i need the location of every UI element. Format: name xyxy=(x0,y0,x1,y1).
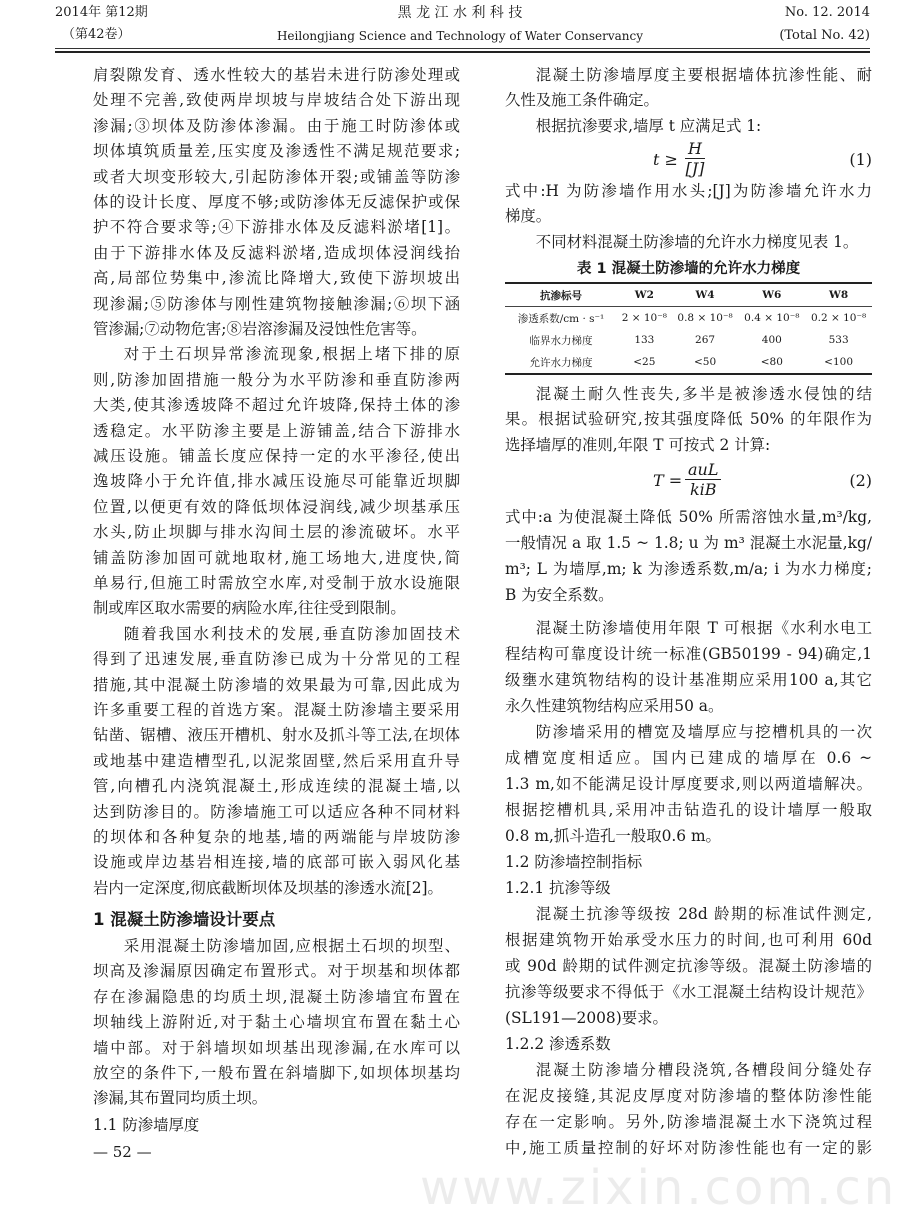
paragraph xyxy=(505,382,872,458)
subsection-heading xyxy=(505,1031,872,1057)
text-line: 放空的条件下,一般布置在斜墙脚下,如坝体坝基均 xyxy=(93,1063,460,1082)
text-line: 的坝体和各种复杂的地基,墙的两端能与岸坡防渗 xyxy=(93,827,460,846)
text-line: 抗渗等级要求不得低于《水工混凝土结构设计规范》 xyxy=(505,983,872,1001)
text-line: 现渗漏;⑤防渗体与刚性建筑物接触渗漏;⑥坝下涵 xyxy=(93,294,460,313)
table-cell: 临界水力梯度 xyxy=(529,334,593,347)
text-line: 存在渗漏隐患的均质土坝,混凝土防渗墙宜布置在 xyxy=(93,987,460,1006)
text-line: 中,施工质量控制的好坏对防渗性能也有一定的影 xyxy=(505,1139,872,1157)
text-line: 或地基中建造槽型孔,以泥浆固壁,然后采用直升导 xyxy=(93,751,460,770)
right-flow xyxy=(505,615,872,1161)
table-cell: 2 × 10⁻⁸ xyxy=(621,312,667,324)
text-line: 透稳定。水平防渗主要是上游铺盖,结合下游排水 xyxy=(93,421,460,440)
equation-number: (1) xyxy=(849,150,872,169)
text-line: 坝高及渗漏原因确定布置形式。对于坝基和坝体都 xyxy=(93,962,460,981)
text-line: 式中:a 为使混凝土降低 50% 所需溶蚀水量,m³/kg, xyxy=(505,508,872,526)
table-cell: <25 xyxy=(633,356,656,368)
table-header: 抗渗标号 xyxy=(505,283,617,307)
table-cell: <100 xyxy=(824,356,854,368)
text-line: 采用混凝土防渗墙加固,应根据土石坝的坝型、 xyxy=(123,937,460,955)
equation-lhs: T = xyxy=(653,471,683,490)
subsection-heading xyxy=(505,849,872,875)
text-line: 逸坡降小于允许值,排水减压设施尽可能靠近坝脚 xyxy=(93,472,460,491)
paragraph xyxy=(93,63,460,342)
paragraph xyxy=(93,934,460,1112)
watermark: www.zixin.com.cn xyxy=(420,1160,898,1216)
text-line: 混凝土防渗墙厚度主要根据墙体抗渗性能、耐 xyxy=(535,66,872,84)
text-line: 一般情况 a 取 1.5 ~ 1.8; u 为 m³ 混凝土水泥量,kg/ xyxy=(505,534,872,552)
text-line: 措施,其中混凝土防渗墙的效果最为可靠,因此成为 xyxy=(93,675,460,694)
text-line: 得到了迅速发展,垂直防渗已成为十分常见的工程 xyxy=(93,650,460,669)
equation-fraction xyxy=(685,140,705,178)
equation-numerator: auL xyxy=(685,461,721,480)
table-row xyxy=(505,329,872,351)
text-line: 则,防渗加固措施一般分为水平防渗和垂直防渗两 xyxy=(93,370,460,389)
text-line: 防渗墙采用的槽宽及墙厚应与挖槽机具的一次 xyxy=(535,723,872,741)
text-line: 单易行,但施工时需放空水库,对受制于放水设施限 xyxy=(93,573,460,592)
text-line: 级壅水建筑物结构的设计基准期应采用100 a,其它 xyxy=(505,671,872,689)
equation-2 xyxy=(505,461,872,499)
text-line: 在泥皮接缝,其泥皮厚度对防渗墙的整体防渗性能 xyxy=(505,1087,872,1105)
text-line: 1.3 m,如不能满足设计厚度要求,则以两道墙解决。 xyxy=(505,775,872,793)
text-line: 永久性建筑物结构应采用50 a。 xyxy=(505,697,724,715)
paragraph xyxy=(505,63,872,114)
text-line: 高,局部位势集中,渗流比降增大,致使下游坝坡出 xyxy=(93,269,460,288)
text-line: 体的设计长度、厚度不够;或防渗体无反滤保护或保 xyxy=(93,192,460,211)
paragraph xyxy=(93,342,460,621)
equation-denominator: [J] xyxy=(685,159,705,178)
table-header: W4 xyxy=(672,283,739,307)
text-line: 混凝土耐久性丧失,多半是被渗透水侵蚀的结 xyxy=(535,385,872,403)
table-header-row xyxy=(505,283,872,307)
text-line: 许多重要工程的首选方案。混凝土防渗墙主要采用 xyxy=(93,700,460,719)
text-line: 管,向槽孔内浇筑混凝土,形成连续的混凝土墙,以 xyxy=(93,777,460,796)
issue-number-en: No. 12. 2014 xyxy=(784,5,870,20)
equation-number: (2) xyxy=(849,471,872,490)
text-line: 久性及施工条件确定。 xyxy=(505,91,659,110)
text-line: 混凝土防渗墙分槽段浇筑,各槽段间分缝处存 xyxy=(535,1061,872,1079)
page-number: — 52 — xyxy=(93,1143,152,1161)
table-cell: <80 xyxy=(760,356,783,368)
paragraph xyxy=(505,504,872,608)
text-line: 设施或岸边基岩相连接,墙的底部可嵌入弱风化基 xyxy=(93,853,460,872)
table-cell: 允许水力梯度 xyxy=(529,356,593,369)
text-line: 根据建筑物开始承受水压力的时间,也可利用 60d xyxy=(505,931,872,949)
paragraph xyxy=(505,901,872,1031)
text-line: 程结构可靠度设计统一标准(GB50199 - 94)确定,1 xyxy=(505,645,872,663)
text-line: B 为安全系数。 xyxy=(505,586,614,604)
table-header: W8 xyxy=(805,283,872,307)
paragraph xyxy=(505,179,872,230)
issue-number: 2014年 第12期 xyxy=(55,5,148,20)
permeability-table xyxy=(505,282,872,375)
text-line: 混凝土抗渗等级按 28d 龄期的标准试件测定, xyxy=(535,905,872,923)
heading-text: 1.1 防渗墙厚度 xyxy=(93,1116,200,1134)
table-cell: 533 xyxy=(828,334,849,346)
text-line: 坝轴线上游附近,对于黏土心墙坝宜布置在黏土心 xyxy=(93,1013,460,1032)
equation-denominator: kiB xyxy=(689,480,717,499)
heading-text: 1.2 防渗墙控制指标 xyxy=(505,853,643,871)
text-line: 铺盖防渗加固可就地取材,施工场地大,进度快,简 xyxy=(93,548,460,567)
volume-number: （第42卷） xyxy=(62,27,131,42)
text-line: (SL191—2008)要求。 xyxy=(505,1009,668,1027)
text-line: 混凝土防渗墙使用年限 T 可根据《水利水电工 xyxy=(535,619,872,637)
journal-title-en: Heilongjiang Science and Technology of Water Conservancy xyxy=(276,29,644,43)
header-rule-thick xyxy=(55,51,870,53)
heading-text: 1.2.1 抗渗等级 xyxy=(505,879,611,897)
table-cell: <50 xyxy=(693,356,717,368)
heading-text: 1.2.2 渗透系数 xyxy=(505,1035,611,1053)
table-cell: 133 xyxy=(634,334,655,346)
journal-title-cn: 黑 龙 江 水 利 科 技 xyxy=(397,5,523,21)
heading-text: 1 混凝土防渗墙设计要点 xyxy=(93,910,276,929)
text-line: 位置,以便更有效的降低坝体浸润线,减少坝基承压 xyxy=(93,497,460,516)
paragraph xyxy=(505,230,872,255)
subsection-heading xyxy=(93,1113,460,1138)
paragraph xyxy=(93,622,460,901)
table-cell: 0.8 × 10⁻⁸ xyxy=(677,312,733,324)
table-header: W2 xyxy=(617,283,672,307)
text-line: 达到防渗目的。防渗墙施工可以适应各种不同材料 xyxy=(93,802,460,821)
text-line: 钻凿、锯槽、液压开槽机、射水及抓斗等工法,在坝体 xyxy=(93,726,460,745)
equation-numerator: H xyxy=(685,140,705,159)
text-line: 坝体填筑质量差,压实度及渗透性不满足规范要求; xyxy=(93,142,460,161)
text-line: 0.8 m,抓斗造孔一般取0.6 m。 xyxy=(505,827,721,845)
table-title: 表 1 混凝土防渗墙的允许水力梯度 xyxy=(576,261,801,277)
equation-1 xyxy=(505,140,872,178)
text-line: 墙中部。对于斜墙坝如坝基出现渗漏,在水库可以 xyxy=(93,1038,460,1057)
total-number-en: (Total No. 42) xyxy=(779,28,870,43)
text-line: 岩内一定深度,彻底截断坝体及坝基的渗透水流[2]。 xyxy=(93,878,443,897)
text-line: 梯度。 xyxy=(505,207,552,226)
text-line: 随着我国水利技术的发展,垂直防渗加固技术 xyxy=(123,624,460,643)
text-line: 水头,防止坝脚与排水沟间土层的渗流破坏。水平 xyxy=(93,523,460,542)
text-line: 式中:H 为防渗墙作用水头;[J]为防渗墙允许水力 xyxy=(505,182,872,200)
text-line: 大类,使其渗透坡降不超过允许坡降,保持土体的渗 xyxy=(93,396,460,415)
text-line: 减压设施。铺盖长度应保持一定的水平渗径,使出 xyxy=(93,446,460,465)
paragraph xyxy=(505,719,872,849)
text-line: 处理不完善,致使两岸坝坡与岸坡结合处下游出现 xyxy=(93,91,460,110)
text-line: 或者大坝变形较大,引起防渗体开裂;或铺盖等防渗 xyxy=(93,167,460,186)
table-row xyxy=(505,351,872,374)
subsection-heading xyxy=(505,875,872,901)
text-line: 制或库区取水需要的病险水库,往往受到限制。 xyxy=(93,599,406,618)
text-line: m³; L 为墙厚,m; k 为渗透系数,m/a; i 为水力梯度; xyxy=(505,560,872,578)
table-cell: 渗透系数/cm · s⁻¹ xyxy=(517,312,605,325)
table-cell: 0.2 × 10⁻⁸ xyxy=(810,312,867,324)
text-line: 根据挖槽机具,采用冲击钻造孔的设计墙厚一般取 xyxy=(505,801,872,819)
table-cell: 0.4 × 10⁻⁸ xyxy=(744,312,800,324)
text-line: 护不符合要求等;④下游排水体及反滤料淤堵[1]。 xyxy=(93,218,460,237)
text-line: 成槽宽度相适应。国内已建成的墙厚在 0.6 ~ xyxy=(505,749,872,767)
text-line: 存在一定影响。另外,防渗墙混凝土水下浇筑过程 xyxy=(505,1113,872,1131)
table-row xyxy=(505,307,872,330)
equation-lhs: t ≥ xyxy=(653,150,678,169)
text-line: 渗漏,其布置同均质土坝。 xyxy=(93,1089,268,1108)
paragraph xyxy=(505,1057,872,1161)
text-line: 由于下游排水体及反滤料淤堵,造成坝体浸润线抬 xyxy=(93,243,460,262)
text-line: 对于土石坝异常渗流现象,根据上堵下排的原 xyxy=(123,345,460,364)
text-line: 或 90d 龄期的试件测定抗渗等级。混凝土防渗墙的 xyxy=(505,957,872,975)
header-rule-thin xyxy=(55,48,870,49)
equation-fraction xyxy=(685,461,721,499)
text-line: 渗漏;③坝体及防渗体渗漏。由于施工时防渗体或 xyxy=(93,116,460,135)
table-header: W6 xyxy=(738,283,805,307)
text-line: 果。根据试验研究,按其强度降低 50% 的年限作为 xyxy=(505,410,872,429)
table-cell: 267 xyxy=(695,334,716,346)
table-cell: 400 xyxy=(761,334,782,346)
section-heading xyxy=(93,907,460,932)
text-line: 肩裂隙发育、透水性较大的基岩未进行防渗处理或 xyxy=(93,66,460,84)
text-line: 选择墙厚的准则,年限 T 可按式 2 计算: xyxy=(505,435,771,454)
paragraph xyxy=(505,615,872,719)
paragraph xyxy=(505,114,872,139)
text-line: 根据抗渗要求,墙厚 t 应满足式 1: xyxy=(535,117,762,135)
text-line: 管渗漏;⑦动物危害;⑧岩溶渗漏及浸蚀性危害等。 xyxy=(93,319,427,338)
text-line: 不同材料混凝土防渗墙的允许水力梯度见表 1。 xyxy=(535,233,859,251)
